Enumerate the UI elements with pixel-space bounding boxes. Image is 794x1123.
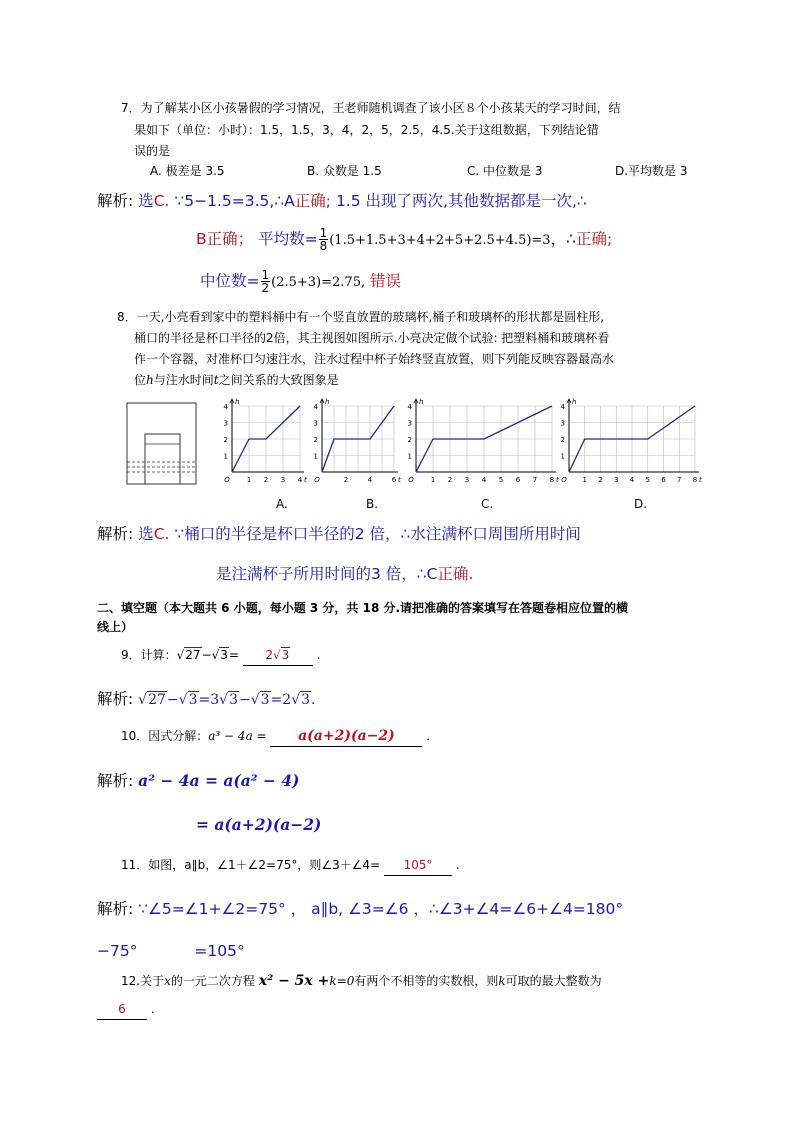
container-front-view <box>126 402 198 486</box>
x-tick-label: 8 <box>692 476 698 484</box>
denominator: 8 <box>319 239 328 253</box>
radicand: 3 <box>260 692 270 708</box>
text: =105° <box>194 942 245 960</box>
q10-answer-blank: a(a+2)(a−2) <box>270 726 422 747</box>
text: 正确; <box>575 230 613 248</box>
text: 可取的最大整数为 <box>505 974 602 988</box>
y-tick-label: 2 <box>407 436 412 444</box>
text: ∵5−1.5=3.5, <box>174 192 275 210</box>
x-tick-label: 4 <box>367 476 373 484</box>
x-axis-label: t <box>304 476 307 484</box>
y-axis-label: h <box>235 398 240 406</box>
text: 与注水时间 <box>153 373 214 387</box>
text: − <box>166 692 179 708</box>
text: 的一元二次方程 <box>170 974 255 988</box>
text: 1.5 出现了两次,其他数据都是一次,∴ <box>335 192 587 210</box>
text: = <box>228 648 239 662</box>
fraction <box>319 227 329 252</box>
x-tick-label: 5 <box>498 476 504 484</box>
chart-d <box>555 394 701 488</box>
text: ∴A <box>274 192 295 210</box>
y-tick-label: 3 <box>560 419 565 428</box>
q7-option-c: C. 中位数是 3 <box>467 164 543 178</box>
text: 2 <box>265 648 273 662</box>
text: ∵桶口的半径是杯口半径的2 倍，∴水注满杯口周围所用时间 <box>174 525 581 543</box>
radicand: 27 <box>185 648 201 662</box>
text: ，∴ <box>550 230 576 248</box>
x-tick-label: O <box>561 476 567 484</box>
text: 11．如图，a∥b，∠1＋∠2=75°，则∠3＋∠4= <box>121 858 381 872</box>
q11-analysis-line1 <box>97 896 623 922</box>
q7-option-b: B. 众数是 1.5 <box>307 164 382 178</box>
cup-outline <box>145 434 180 484</box>
x-tick-label: 1 <box>430 476 436 484</box>
math-expr: k=0 <box>329 974 355 988</box>
y-tick-label: 2 <box>560 436 565 444</box>
text: ∵∠5=∠1+∠2=75° ， a∥b, ∠3=∠6 ，∴∠3+∠4=∠6+∠4=180° <box>138 900 624 918</box>
y-axis-label: h <box>419 398 424 406</box>
q7-line3: 误的是 <box>134 144 171 158</box>
radicand: 3 <box>281 648 290 662</box>
y-tick-label: 1 <box>223 452 228 461</box>
analysis-label: 解析: <box>97 192 134 210</box>
var-t: t <box>213 373 219 387</box>
x-tick-label: 6 <box>391 476 397 484</box>
analysis-label: 解析: <box>97 525 134 543</box>
text: =2 <box>270 692 292 708</box>
y-axis-label: h <box>325 398 330 406</box>
x-tick-label: 6 <box>661 476 666 484</box>
x-tick-label: 3 <box>614 476 619 484</box>
chart-b <box>308 394 400 488</box>
x-tick-label: 3 <box>464 476 470 484</box>
section2-heading-line2: 线上） <box>97 620 134 634</box>
section2-heading-line1: 二、填空题（本大题共 6 小题，每小题 3 分，共 18 分.请把准确的答案填写在答题卷相应位置的横 <box>97 601 629 615</box>
option-label-a: A. <box>276 497 288 511</box>
q11 <box>121 855 460 876</box>
math-expr: √27−√3=3√3−√3=2√3. <box>138 692 316 708</box>
numerator: 1 <box>319 226 328 240</box>
x-tick-label: 8 <box>549 476 555 484</box>
x-tick-label: 4 <box>297 476 303 484</box>
choice: C. <box>153 525 170 543</box>
text: . <box>316 648 321 662</box>
text: 9．计算： <box>121 648 177 662</box>
text: −75° <box>97 942 138 960</box>
x-tick-label: 4 <box>629 476 635 484</box>
chart-c <box>402 394 558 488</box>
radicand: 3 <box>188 692 198 708</box>
x-axis-label: t <box>556 476 559 484</box>
chart-a <box>218 394 306 488</box>
var-k: k <box>498 974 506 988</box>
q7-analysis-line3 <box>200 268 401 296</box>
q7-option-a: A. 极差是 3.5 <box>150 164 225 178</box>
text: − <box>201 648 212 662</box>
text: 选 <box>138 192 154 210</box>
option-label-c: C. <box>481 497 494 511</box>
x-tick-label: 4 <box>481 476 487 484</box>
q8-line3: 作一个容器，对准杯口匀速注水，注水过程中杯子始终竖直放置，则下列能反映容器最高水 <box>134 352 615 366</box>
q8-line4 <box>134 370 339 390</box>
analysis-label: 解析: <box>97 900 134 918</box>
y-tick-label: 3 <box>407 419 412 428</box>
y-tick-label: 3 <box>223 419 228 428</box>
x-tick-label: O <box>224 476 230 484</box>
q11-analysis-line2 <box>97 938 245 964</box>
x-tick-label: 2 <box>343 476 349 484</box>
radicand: 3 <box>229 692 238 708</box>
q9: 9．计算：√27−√3= 2√3 . <box>121 645 320 666</box>
text: . <box>311 692 316 708</box>
radicand: 3 <box>301 692 311 708</box>
var-x: x <box>164 974 171 988</box>
x-tick-label: O <box>314 476 320 484</box>
math-expr: a³ − 4a = <box>208 729 267 743</box>
q8-analysis-line2 <box>216 561 473 587</box>
text: 正确； <box>206 230 254 248</box>
q7-analysis-line2 <box>196 226 612 254</box>
q12-answer-line <box>97 999 155 1020</box>
y-tick-label: 2 <box>313 436 318 444</box>
y-tick-label: 1 <box>313 452 318 461</box>
text: . <box>455 858 460 872</box>
q8-line2: 桶口的半径是杯口半径的2倍，其主视图如图所示.小亮决定做个试验: 把塑料桶和玻璃杯看 <box>134 331 610 345</box>
x-tick-label: 5 <box>645 476 650 484</box>
y-tick-label: 4 <box>407 403 412 411</box>
y-axis-label: h <box>572 398 577 406</box>
y-tick-label: 4 <box>560 403 565 411</box>
q10-analysis-line2: = a(a+2)(a−2) <box>196 815 322 834</box>
text: 错误 <box>370 272 402 290</box>
x-tick-label: 2 <box>447 476 453 484</box>
math-expr: (1.5+1.5+3+4+2+5+2.5+4.5)=3 <box>329 233 551 248</box>
text: 正确; <box>294 192 332 210</box>
q7-line2: 果如下（单位：小时）：1.5，1.5，3，4，2，5，2.5，4.5.关于这组数据，下列结论错 <box>134 123 599 137</box>
x-tick-label: 7 <box>677 476 682 484</box>
q10 <box>121 726 430 747</box>
q7-line1: 7．为了解某小区小孩暑假的学习情况，王老师随机调查了该小区８个小孩某天的学习时间，结 <box>121 101 621 115</box>
text: 是注满杯子所用时间的3 倍，∴C <box>216 565 438 583</box>
x-axis-label: t <box>699 476 702 484</box>
denominator: 2 <box>261 281 270 295</box>
text: 位 <box>134 373 147 387</box>
x-tick-label: 2 <box>598 476 603 484</box>
q7-analysis-line1 <box>97 188 587 214</box>
numerator: 1 <box>261 268 270 282</box>
text: B <box>196 230 207 248</box>
text: =3 <box>198 692 220 708</box>
text: 平均数= <box>258 230 318 248</box>
q9-analysis <box>97 686 316 713</box>
x-tick-label: 2 <box>263 476 269 484</box>
q12-answer-blank: 6 <box>97 999 147 1020</box>
text: . <box>426 729 431 743</box>
option-label-b: B. <box>366 497 379 511</box>
q10-analysis-line1 <box>97 768 300 794</box>
y-tick-label: 2 <box>223 436 228 444</box>
q9-answer-blank: 2√3 <box>243 645 313 666</box>
text: 选 <box>138 525 154 543</box>
x-axis-label: t <box>398 476 401 484</box>
y-tick-label: 1 <box>407 452 412 461</box>
text: 正确. <box>437 565 474 583</box>
text: 之间关系的大致图象是 <box>218 373 339 387</box>
radicand: 3 <box>220 648 228 662</box>
x-tick-label: O <box>408 476 414 484</box>
q8-line1: 8．一天,小亮看到家中的塑料桶中有一个竖直放置的玻璃杯,桶子和玻璃杯的形状都是圆柱形, <box>117 310 605 324</box>
option-label-d: D. <box>634 497 648 511</box>
x-tick-label: 1 <box>582 476 587 484</box>
text: 中位数= <box>200 272 260 290</box>
y-tick-label: 1 <box>560 452 565 461</box>
analysis-label: 解析: <box>97 772 134 790</box>
x-tick-label: 7 <box>532 476 538 484</box>
y-tick-label: 4 <box>223 403 228 411</box>
analysis-label: 解析: <box>97 690 134 708</box>
y-tick-label: 4 <box>313 403 318 411</box>
text: 有两个不相等的实数根，则 <box>354 974 499 988</box>
math-expr: a² − 4a = a(a² − 4) <box>138 771 300 790</box>
text: − <box>238 692 251 708</box>
text: 12.关于 <box>121 974 165 988</box>
q7-option-d: D.平均数是 3 <box>615 164 688 178</box>
y-tick-label: 3 <box>313 419 318 428</box>
q11-answer-blank: 105° <box>384 855 452 876</box>
choice: C. <box>153 192 170 210</box>
q8-analysis-line1 <box>97 521 581 547</box>
text: 10．因式分解： <box>121 729 209 743</box>
x-tick-label: 1 <box>246 476 252 484</box>
radicand: 27 <box>148 692 166 708</box>
math-expr: (2.5+3)=2.75, <box>271 275 366 290</box>
fraction <box>261 269 271 294</box>
x-tick-label: 6 <box>515 476 521 484</box>
text: . <box>150 1002 155 1016</box>
x-tick-label: 3 <box>280 476 286 484</box>
math-expr: x² − 5x + <box>258 973 330 989</box>
var-h: h <box>146 373 154 387</box>
q12 <box>121 971 602 991</box>
